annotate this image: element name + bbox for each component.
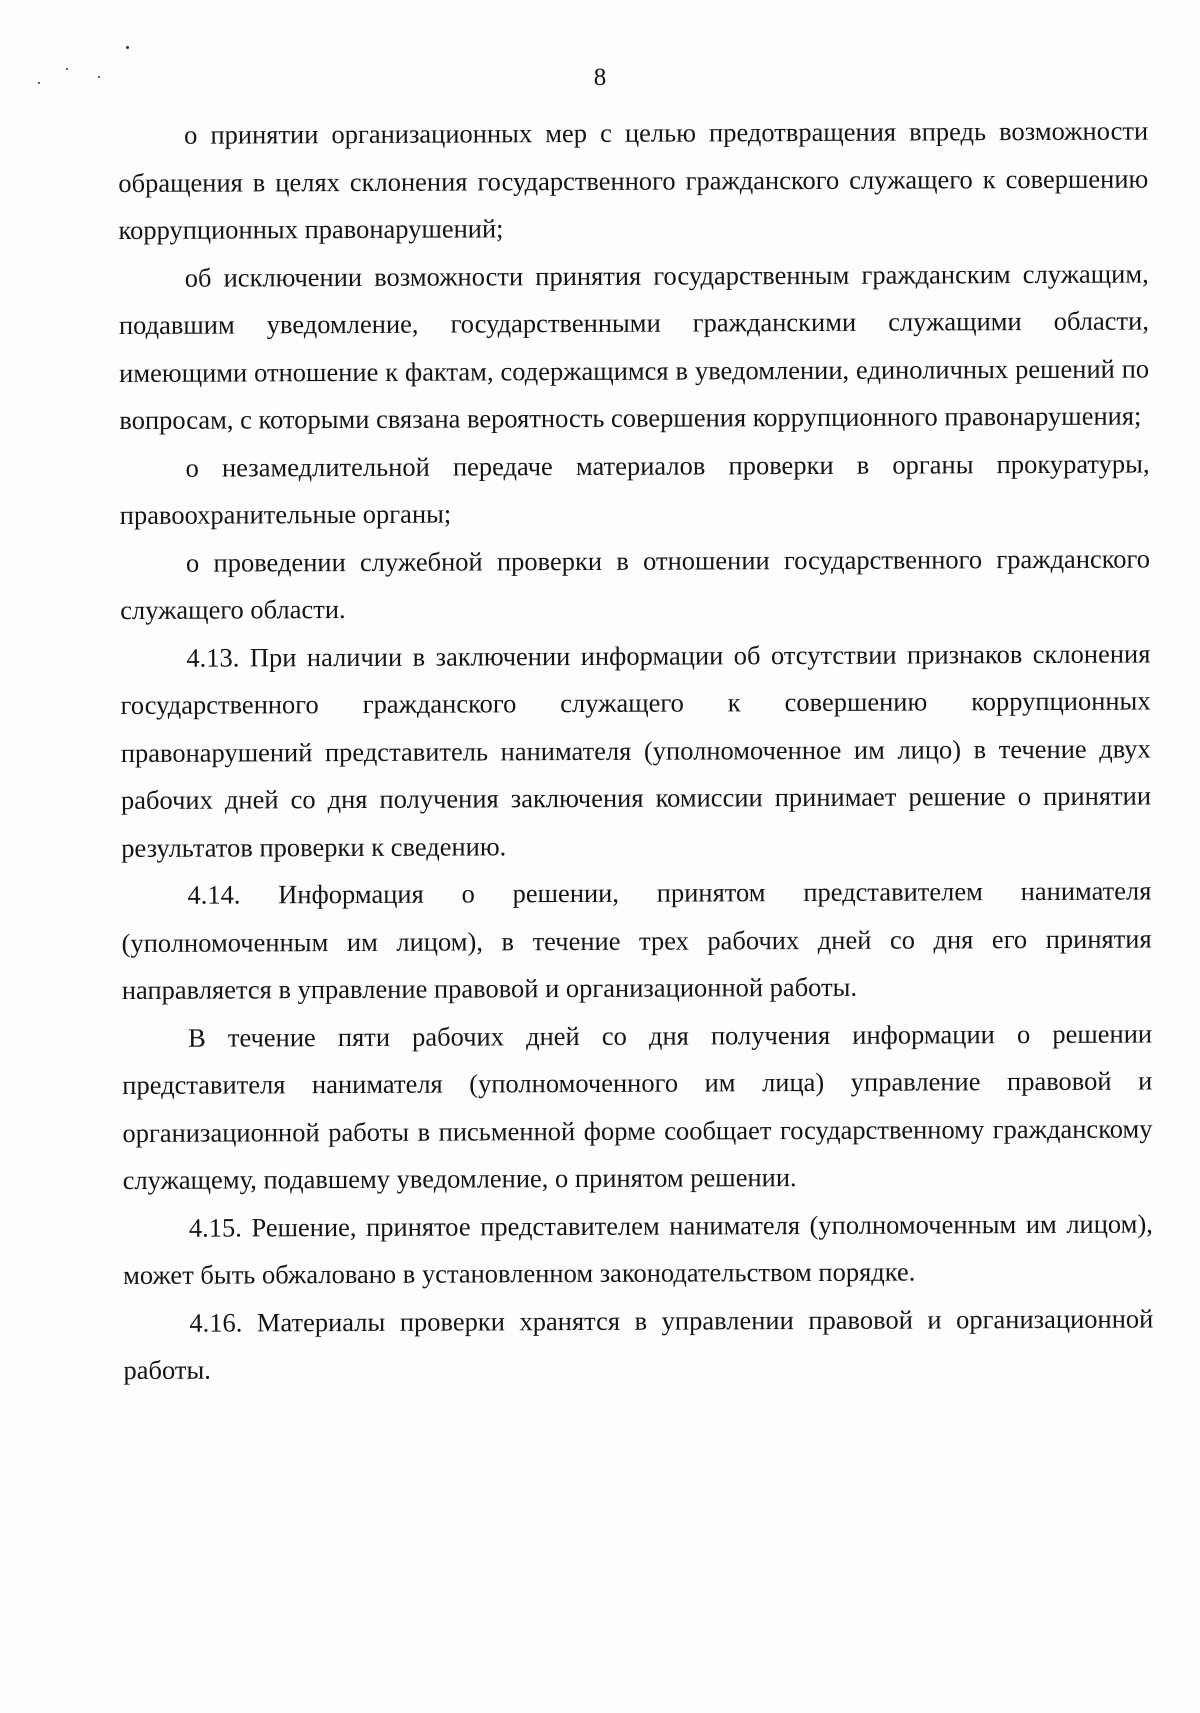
paragraph: 4.15. Решение, принятое представителем нанимателя (уполномоченным им лицом), может быть обжаловано в установленном законодательством порядке. (123, 1207, 1153, 1290)
paragraph: о проведении служебной проверки в отношении государственного гражданского служащего области. (120, 543, 1151, 625)
page-number: 8 (593, 64, 607, 91)
paragraph: об исключении возможности принятия государственным гражданским служащим, подавшим уведомление, государственными гражданскими служащими области, имеющими отношение к фактам, содержащимся в уведомлении, единоличных решений по вопросам, с которыми связана вероятность совершения коррупционного правонарушения; (118, 258, 1150, 435)
paragraph: о принятии организационных мер с целью предотвращения впредь возможности обращения в целях склонения государственного гражданского служащего к совершению коррупционных правонарушений; (118, 115, 1149, 245)
paragraph: 4.13. При наличии в заключении информации об отсутствии признаков склонения государственного гражданского служащего к совершению коррупционных правонарушений представитель нанимателя (уполномоченное им лицо) в течение двух рабочих дней со дня получения заключения комиссии принимает решение о принятии результатов проверки к сведению. (120, 638, 1152, 863)
paragraph: 4.14. Информация о решении, принятом представителем нанимателя (уполномоченным им лицом), в течение трех рабочих дней со дня его принятия направляется в управление правовой и организационной работы. (121, 875, 1152, 1005)
paragraph: В течение пяти рабочих дней со дня получения информации о решении представителя нанимателя (уполномоченного им лица) управление правовой и организационной работы в письменной форме сообщает государственному гражданскому служащему, подавшему уведомление, о принятом решении. (122, 1017, 1153, 1195)
paragraph: о незамедлительной передаче материалов проверки в органы прокуратуры, правоохранительные органы; (119, 448, 1150, 530)
scan-speck (126, 46, 129, 49)
document-body (118, 108, 1154, 1395)
paragraph: 4.16. Материалы проверки хранятся в управлении правовой и организационной работы. (123, 1302, 1154, 1385)
